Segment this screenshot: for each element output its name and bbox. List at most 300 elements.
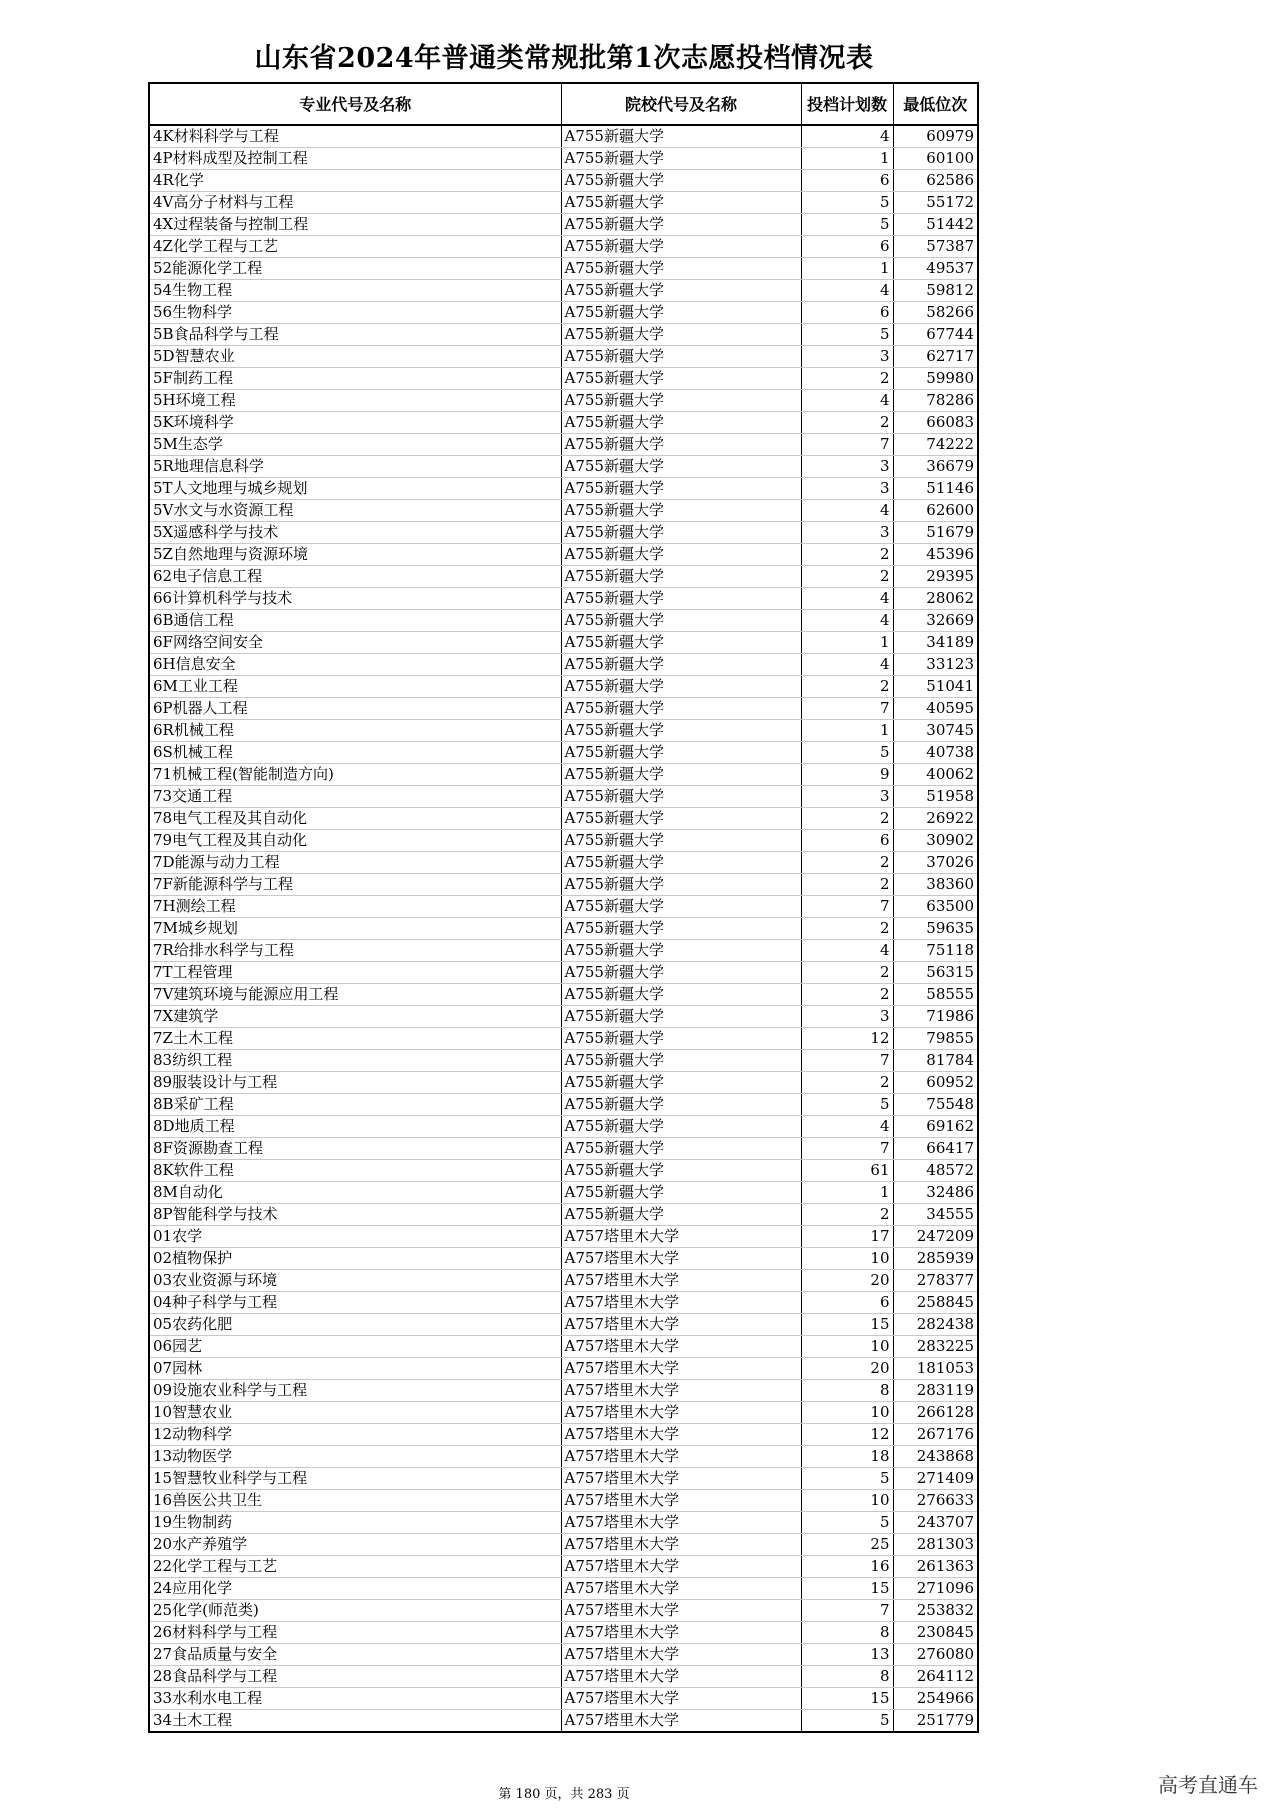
cell-major: 25化学(师范类) <box>149 1600 561 1622</box>
cell-major: 7R给排水科学与工程 <box>149 940 561 962</box>
cell-rank: 276633 <box>893 1490 978 1512</box>
cell-school: A757塔里木大学 <box>561 1468 801 1490</box>
cell-rank: 51041 <box>893 676 978 698</box>
cell-major: 4X过程装备与控制工程 <box>149 214 561 236</box>
table-row <box>149 1666 978 1688</box>
cell-major: 4K材料科学与工程 <box>149 125 561 148</box>
cell-school: A757塔里木大学 <box>561 1446 801 1468</box>
cell-plan: 2 <box>801 984 893 1006</box>
table-row <box>149 1182 978 1204</box>
table-row <box>149 940 978 962</box>
cell-plan: 25 <box>801 1534 893 1556</box>
cell-plan: 1 <box>801 148 893 170</box>
cell-major: 7V建筑环境与能源应用工程 <box>149 984 561 1006</box>
cell-major: 66计算机科学与技术 <box>149 588 561 610</box>
cell-rank: 75118 <box>893 940 978 962</box>
table-row <box>149 1402 978 1424</box>
cell-major: 5V水文与水资源工程 <box>149 500 561 522</box>
table-row <box>149 1710 978 1733</box>
cell-major: 27食品质量与安全 <box>149 1644 561 1666</box>
cell-rank: 59635 <box>893 918 978 940</box>
cell-rank: 79855 <box>893 1028 978 1050</box>
cell-plan: 10 <box>801 1402 893 1424</box>
cell-school: A755新疆大学 <box>561 1182 801 1204</box>
table-row <box>149 324 978 346</box>
cell-major: 01农学 <box>149 1226 561 1248</box>
cell-rank: 261363 <box>893 1556 978 1578</box>
cell-school: A755新疆大学 <box>561 522 801 544</box>
cell-plan: 5 <box>801 1710 893 1733</box>
cell-school: A755新疆大学 <box>561 632 801 654</box>
table-row <box>149 1600 978 1622</box>
cell-school: A755新疆大学 <box>561 610 801 632</box>
cell-major: 02植物保护 <box>149 1248 561 1270</box>
cell-school: A757塔里木大学 <box>561 1578 801 1600</box>
table-row <box>149 412 978 434</box>
cell-major: 5K环境科学 <box>149 412 561 434</box>
cell-major: 12动物科学 <box>149 1424 561 1446</box>
cell-school: A755新疆大学 <box>561 544 801 566</box>
cell-plan: 3 <box>801 478 893 500</box>
cell-plan: 3 <box>801 346 893 368</box>
cell-school: A755新疆大学 <box>561 1160 801 1182</box>
table-row <box>149 1688 978 1710</box>
cell-school: A755新疆大学 <box>561 940 801 962</box>
cell-major: 5R地理信息科学 <box>149 456 561 478</box>
cell-plan: 8 <box>801 1380 893 1402</box>
cell-rank: 283225 <box>893 1336 978 1358</box>
cell-major: 5D智慧农业 <box>149 346 561 368</box>
table-row <box>149 1644 978 1666</box>
cell-school: A755新疆大学 <box>561 1116 801 1138</box>
table-row <box>149 1512 978 1534</box>
cell-plan: 7 <box>801 1138 893 1160</box>
cell-rank: 36679 <box>893 456 978 478</box>
cell-school: A755新疆大学 <box>561 1050 801 1072</box>
cell-school: A757塔里木大学 <box>561 1314 801 1336</box>
cell-major: 79电气工程及其自动化 <box>149 830 561 852</box>
cell-major: 7M城乡规划 <box>149 918 561 940</box>
cell-rank: 26922 <box>893 808 978 830</box>
cell-plan: 2 <box>801 412 893 434</box>
cell-school: A757塔里木大学 <box>561 1556 801 1578</box>
table-row <box>149 676 978 698</box>
table-row <box>149 918 978 940</box>
table-row <box>149 1226 978 1248</box>
table-row <box>149 1380 978 1402</box>
cell-school: A755新疆大学 <box>561 500 801 522</box>
cell-school: A755新疆大学 <box>561 258 801 280</box>
cell-plan: 4 <box>801 1116 893 1138</box>
cell-major: 24应用化学 <box>149 1578 561 1600</box>
cell-plan: 2 <box>801 566 893 588</box>
cell-rank: 271409 <box>893 1468 978 1490</box>
cell-school: A755新疆大学 <box>561 786 801 808</box>
cell-plan: 4 <box>801 125 893 148</box>
table-row <box>149 1116 978 1138</box>
cell-plan: 7 <box>801 434 893 456</box>
cell-major: 52能源化学工程 <box>149 258 561 280</box>
cell-rank: 254966 <box>893 1688 978 1710</box>
table-row <box>149 1094 978 1116</box>
cell-major: 8B采矿工程 <box>149 1094 561 1116</box>
cell-school: A755新疆大学 <box>561 170 801 192</box>
table-row <box>149 1490 978 1512</box>
cell-rank: 37026 <box>893 852 978 874</box>
table-row <box>149 610 978 632</box>
cell-school: A755新疆大学 <box>561 874 801 896</box>
cell-plan: 7 <box>801 896 893 918</box>
table-row <box>149 1028 978 1050</box>
cell-plan: 4 <box>801 610 893 632</box>
table-body <box>149 125 978 1732</box>
cell-rank: 62600 <box>893 500 978 522</box>
cell-major: 89服装设计与工程 <box>149 1072 561 1094</box>
cell-major: 6S机械工程 <box>149 742 561 764</box>
cell-major: 8F资源勘查工程 <box>149 1138 561 1160</box>
header-rank: 最低位次 <box>893 83 978 125</box>
cell-rank: 283119 <box>893 1380 978 1402</box>
table-row <box>149 1072 978 1094</box>
table-row <box>149 1138 978 1160</box>
cell-major: 8K软件工程 <box>149 1160 561 1182</box>
cell-plan: 4 <box>801 280 893 302</box>
cell-school: A755新疆大学 <box>561 896 801 918</box>
cell-major: 09设施农业科学与工程 <box>149 1380 561 1402</box>
cell-major: 7T工程管理 <box>149 962 561 984</box>
cell-rank: 28062 <box>893 588 978 610</box>
cell-plan: 2 <box>801 874 893 896</box>
table-row <box>149 544 978 566</box>
cell-plan: 4 <box>801 500 893 522</box>
cell-rank: 34555 <box>893 1204 978 1226</box>
cell-plan: 10 <box>801 1336 893 1358</box>
cell-major: 7Z土木工程 <box>149 1028 561 1050</box>
cell-school: A757塔里木大学 <box>561 1622 801 1644</box>
cell-plan: 4 <box>801 390 893 412</box>
cell-rank: 267176 <box>893 1424 978 1446</box>
cell-major: 5H环境工程 <box>149 390 561 412</box>
cell-school: A755新疆大学 <box>561 302 801 324</box>
cell-major: 4V高分子材料与工程 <box>149 192 561 214</box>
table-row <box>149 1446 978 1468</box>
table-row <box>149 1358 978 1380</box>
cell-school: A755新疆大学 <box>561 676 801 698</box>
cell-major: 62电子信息工程 <box>149 566 561 588</box>
table-row <box>149 654 978 676</box>
cell-school: A755新疆大学 <box>561 368 801 390</box>
cell-major: 6P机器人工程 <box>149 698 561 720</box>
cell-rank: 81784 <box>893 1050 978 1072</box>
cell-plan: 17 <box>801 1226 893 1248</box>
cell-school: A757塔里木大学 <box>561 1666 801 1688</box>
cell-plan: 1 <box>801 1182 893 1204</box>
cell-major: 34土木工程 <box>149 1710 561 1733</box>
cell-rank: 258845 <box>893 1292 978 1314</box>
cell-rank: 62586 <box>893 170 978 192</box>
table-row <box>149 764 978 786</box>
cell-plan: 6 <box>801 170 893 192</box>
cell-school: A755新疆大学 <box>561 280 801 302</box>
cell-rank: 62717 <box>893 346 978 368</box>
cell-major: 5F制药工程 <box>149 368 561 390</box>
cell-rank: 33123 <box>893 654 978 676</box>
table-row <box>149 588 978 610</box>
cell-major: 8M自动化 <box>149 1182 561 1204</box>
cell-rank: 40595 <box>893 698 978 720</box>
cell-school: A755新疆大学 <box>561 764 801 786</box>
cell-school: A755新疆大学 <box>561 962 801 984</box>
cell-plan: 10 <box>801 1490 893 1512</box>
cell-major: 78电气工程及其自动化 <box>149 808 561 830</box>
table-row <box>149 720 978 742</box>
cell-plan: 15 <box>801 1314 893 1336</box>
cell-rank: 49537 <box>893 258 978 280</box>
table-row <box>149 852 978 874</box>
table-row <box>149 236 978 258</box>
cell-rank: 253832 <box>893 1600 978 1622</box>
cell-major: 4P材料成型及控制工程 <box>149 148 561 170</box>
cell-major: 04种子科学与工程 <box>149 1292 561 1314</box>
cell-plan: 4 <box>801 940 893 962</box>
cell-plan: 12 <box>801 1028 893 1050</box>
table-row <box>149 148 978 170</box>
cell-major: 54生物工程 <box>149 280 561 302</box>
table-row <box>149 1006 978 1028</box>
cell-rank: 30902 <box>893 830 978 852</box>
cell-school: A757塔里木大学 <box>561 1490 801 1512</box>
cell-plan: 12 <box>801 1424 893 1446</box>
cell-school: A755新疆大学 <box>561 412 801 434</box>
cell-rank: 69162 <box>893 1116 978 1138</box>
cell-rank: 30745 <box>893 720 978 742</box>
cell-plan: 6 <box>801 1292 893 1314</box>
table-row <box>149 874 978 896</box>
cell-school: A757塔里木大学 <box>561 1710 801 1733</box>
cell-plan: 9 <box>801 764 893 786</box>
cell-plan: 8 <box>801 1622 893 1644</box>
cell-major: 7H测绘工程 <box>149 896 561 918</box>
header-major: 专业代号及名称 <box>149 83 561 125</box>
cell-rank: 56315 <box>893 962 978 984</box>
cell-rank: 40738 <box>893 742 978 764</box>
table-row <box>149 1622 978 1644</box>
cell-rank: 58266 <box>893 302 978 324</box>
watermark: 高考直通车 <box>1158 1773 1258 1797</box>
cell-rank: 282438 <box>893 1314 978 1336</box>
header-row <box>149 83 978 125</box>
cell-plan: 18 <box>801 1446 893 1468</box>
cell-major: 19生物制药 <box>149 1512 561 1534</box>
cell-rank: 78286 <box>893 390 978 412</box>
cell-school: A755新疆大学 <box>561 214 801 236</box>
cell-major: 6R机械工程 <box>149 720 561 742</box>
cell-plan: 3 <box>801 786 893 808</box>
cell-school: A757塔里木大学 <box>561 1512 801 1534</box>
cell-rank: 74222 <box>893 434 978 456</box>
cell-major: 83纺织工程 <box>149 1050 561 1072</box>
cell-rank: 243707 <box>893 1512 978 1534</box>
cell-rank: 66417 <box>893 1138 978 1160</box>
cell-school: A755新疆大学 <box>561 1028 801 1050</box>
cell-rank: 278377 <box>893 1270 978 1292</box>
cell-school: A755新疆大学 <box>561 984 801 1006</box>
cell-plan: 2 <box>801 368 893 390</box>
table-row <box>149 1204 978 1226</box>
cell-rank: 281303 <box>893 1534 978 1556</box>
table-row <box>149 984 978 1006</box>
cell-major: 33水利水电工程 <box>149 1688 561 1710</box>
page-title: 山东省2024年普通类常规批第1次志愿投档情况表 <box>254 43 874 74</box>
table-row <box>149 170 978 192</box>
cell-major: 6B通信工程 <box>149 610 561 632</box>
table-row <box>149 214 978 236</box>
cell-school: A755新疆大学 <box>561 654 801 676</box>
table-row <box>149 632 978 654</box>
cell-plan: 15 <box>801 1688 893 1710</box>
cell-plan: 5 <box>801 192 893 214</box>
cell-plan: 4 <box>801 654 893 676</box>
cell-school: A757塔里木大学 <box>561 1380 801 1402</box>
cell-major: 71机械工程(智能制造方向) <box>149 764 561 786</box>
cell-school: A755新疆大学 <box>561 742 801 764</box>
cell-major: 5Z自然地理与资源环境 <box>149 544 561 566</box>
cell-rank: 285939 <box>893 1248 978 1270</box>
cell-major: 5M生态学 <box>149 434 561 456</box>
cell-plan: 8 <box>801 1666 893 1688</box>
cell-plan: 61 <box>801 1160 893 1182</box>
cell-rank: 55172 <box>893 192 978 214</box>
cell-plan: 6 <box>801 830 893 852</box>
table-row <box>149 698 978 720</box>
cell-plan: 15 <box>801 1578 893 1600</box>
table-row <box>149 896 978 918</box>
cell-plan: 16 <box>801 1556 893 1578</box>
table-row <box>149 786 978 808</box>
table-row <box>149 1336 978 1358</box>
cell-rank: 34189 <box>893 632 978 654</box>
admission-table <box>148 82 979 1733</box>
cell-school: A755新疆大学 <box>561 830 801 852</box>
cell-major: 13动物医学 <box>149 1446 561 1468</box>
cell-plan: 7 <box>801 1600 893 1622</box>
cell-plan: 6 <box>801 236 893 258</box>
cell-school: A755新疆大学 <box>561 125 801 148</box>
cell-school: A755新疆大学 <box>561 720 801 742</box>
cell-rank: 60100 <box>893 148 978 170</box>
table-row <box>149 1050 978 1072</box>
cell-major: 20水产养殖学 <box>149 1534 561 1556</box>
table-row <box>149 258 978 280</box>
cell-rank: 57387 <box>893 236 978 258</box>
cell-school: A757塔里木大学 <box>561 1424 801 1446</box>
table-row <box>149 280 978 302</box>
cell-plan: 4 <box>801 588 893 610</box>
cell-rank: 40062 <box>893 764 978 786</box>
cell-rank: 230845 <box>893 1622 978 1644</box>
cell-school: A755新疆大学 <box>561 1006 801 1028</box>
table-row <box>149 478 978 500</box>
header-plan: 投档计划数 <box>801 83 893 125</box>
cell-major: 22化学工程与工艺 <box>149 1556 561 1578</box>
cell-major: 6H信息安全 <box>149 654 561 676</box>
cell-rank: 58555 <box>893 984 978 1006</box>
cell-plan: 5 <box>801 1468 893 1490</box>
table-row <box>149 1578 978 1600</box>
cell-school: A757塔里木大学 <box>561 1600 801 1622</box>
cell-major: 6M工业工程 <box>149 676 561 698</box>
cell-plan: 5 <box>801 742 893 764</box>
cell-plan: 5 <box>801 1094 893 1116</box>
cell-rank: 276080 <box>893 1644 978 1666</box>
table-row <box>149 1534 978 1556</box>
cell-rank: 45396 <box>893 544 978 566</box>
table-row <box>149 1314 978 1336</box>
cell-rank: 59980 <box>893 368 978 390</box>
cell-school: A757塔里木大学 <box>561 1402 801 1424</box>
cell-rank: 271096 <box>893 1578 978 1600</box>
cell-school: A755新疆大学 <box>561 390 801 412</box>
cell-school: A757塔里木大学 <box>561 1248 801 1270</box>
cell-major: 6F网络空间安全 <box>149 632 561 654</box>
cell-rank: 48572 <box>893 1160 978 1182</box>
cell-major: 07园林 <box>149 1358 561 1380</box>
cell-rank: 29395 <box>893 566 978 588</box>
cell-major: 73交通工程 <box>149 786 561 808</box>
cell-school: A755新疆大学 <box>561 1138 801 1160</box>
cell-rank: 51146 <box>893 478 978 500</box>
cell-rank: 51679 <box>893 522 978 544</box>
cell-school: A755新疆大学 <box>561 236 801 258</box>
page-number: 第 180 页，共 283 页 <box>498 1787 630 1802</box>
cell-rank: 181053 <box>893 1358 978 1380</box>
cell-school: A757塔里木大学 <box>561 1644 801 1666</box>
table-row <box>149 1556 978 1578</box>
cell-rank: 264112 <box>893 1666 978 1688</box>
cell-school: A757塔里木大学 <box>561 1292 801 1314</box>
cell-school: A755新疆大学 <box>561 456 801 478</box>
cell-plan: 2 <box>801 544 893 566</box>
cell-plan: 3 <box>801 522 893 544</box>
cell-school: A755新疆大学 <box>561 324 801 346</box>
cell-rank: 59812 <box>893 280 978 302</box>
cell-major: 7F新能源科学与工程 <box>149 874 561 896</box>
cell-rank: 247209 <box>893 1226 978 1248</box>
cell-major: 4R化学 <box>149 170 561 192</box>
cell-school: A755新疆大学 <box>561 434 801 456</box>
cell-school: A755新疆大学 <box>561 192 801 214</box>
cell-school: A757塔里木大学 <box>561 1358 801 1380</box>
cell-rank: 60952 <box>893 1072 978 1094</box>
cell-rank: 63500 <box>893 896 978 918</box>
cell-school: A755新疆大学 <box>561 852 801 874</box>
cell-rank: 66083 <box>893 412 978 434</box>
cell-plan: 3 <box>801 1006 893 1028</box>
table-row <box>149 962 978 984</box>
cell-rank: 38360 <box>893 874 978 896</box>
cell-major: 03农业资源与环境 <box>149 1270 561 1292</box>
cell-school: A757塔里木大学 <box>561 1270 801 1292</box>
cell-major: 8D地质工程 <box>149 1116 561 1138</box>
cell-rank: 60979 <box>893 125 978 148</box>
table-row <box>149 1468 978 1490</box>
table-row <box>149 1424 978 1446</box>
cell-plan: 20 <box>801 1270 893 1292</box>
cell-school: A755新疆大学 <box>561 808 801 830</box>
cell-major: 15智慧牧业科学与工程 <box>149 1468 561 1490</box>
table-header <box>149 83 978 125</box>
cell-plan: 2 <box>801 962 893 984</box>
